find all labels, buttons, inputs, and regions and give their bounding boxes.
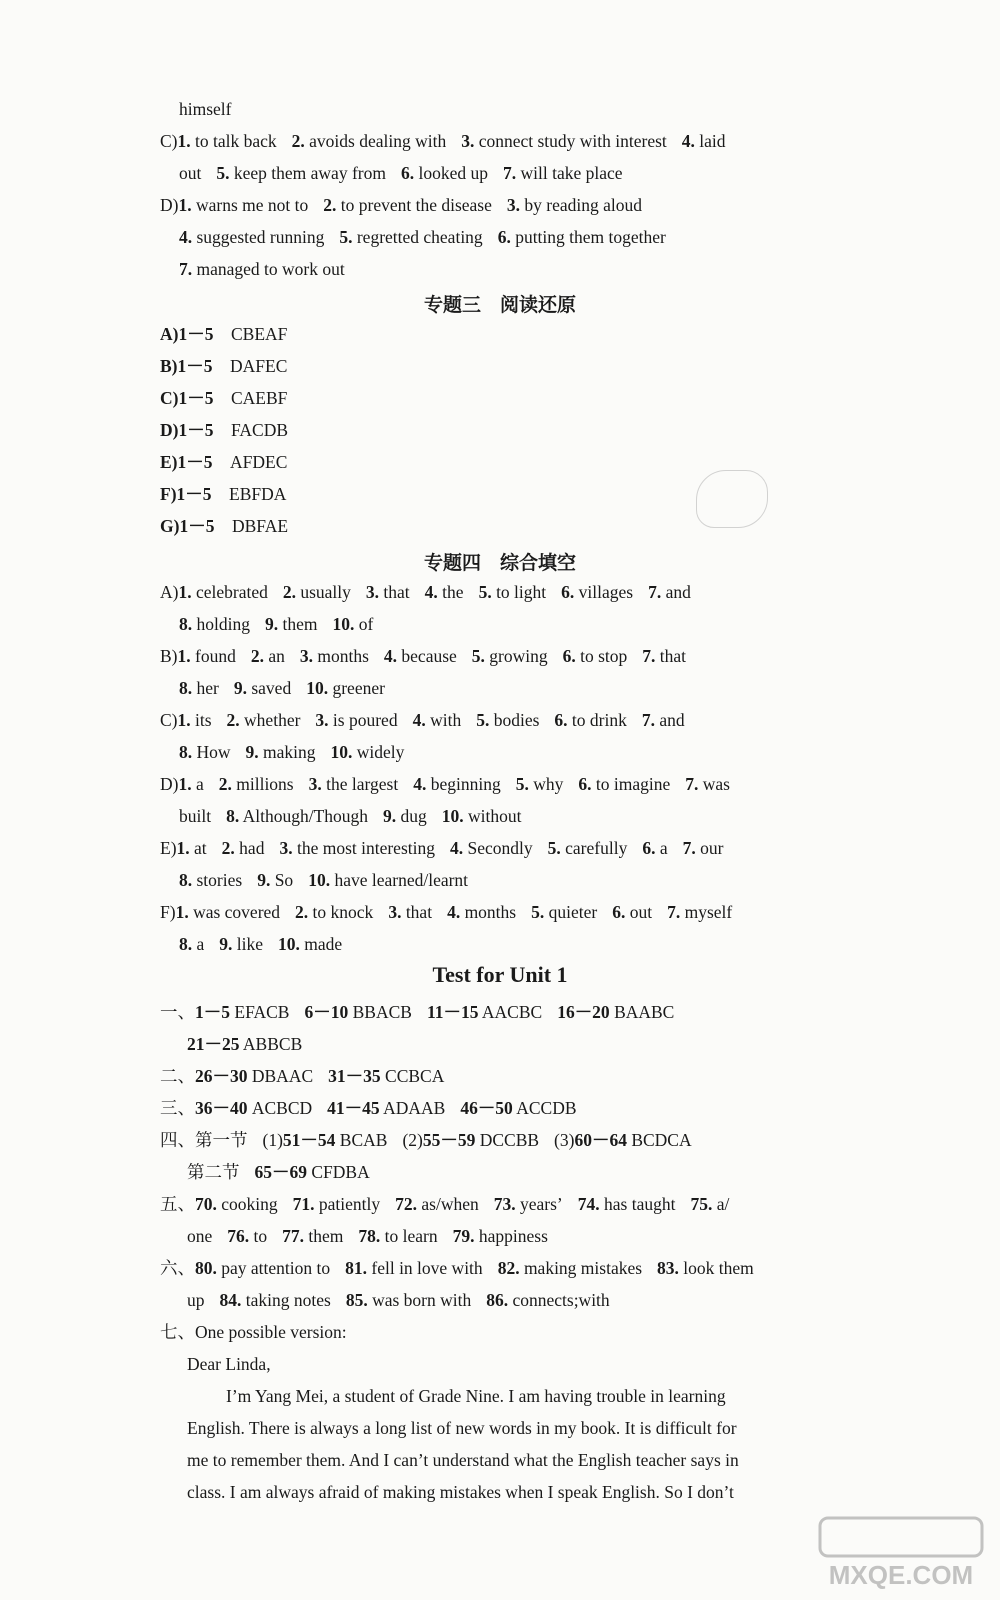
answer-item: 3. the most interesting xyxy=(279,838,435,858)
answer-item: 4. months xyxy=(447,902,517,922)
answer-item: 3. that xyxy=(365,582,410,602)
answer-item: 21－25 ABBCB xyxy=(187,1034,303,1054)
seal-stamp xyxy=(696,470,768,528)
answer-item: (2)55－59 DCCBB xyxy=(402,1130,540,1150)
answer-item: 77. them xyxy=(282,1226,344,1246)
line-label: D) xyxy=(160,774,179,794)
essay-line: me to remember them. And I can’t understand what the English teacher says in xyxy=(187,1450,739,1470)
reading-answer-line: E)1－5 AFDEC xyxy=(160,452,288,472)
answer-item: 31－35 CCBCA xyxy=(328,1066,445,1086)
fill-line xyxy=(160,772,745,796)
answer-item: 6－10 BBACB xyxy=(304,1002,412,1022)
line-label: 二、 xyxy=(160,1066,195,1086)
reading-answer-line: D)1－5 FACDB xyxy=(160,420,289,440)
answer-item: 4. the xyxy=(424,582,464,602)
test-line xyxy=(187,1288,625,1312)
answer-item: 11－15 AACBC xyxy=(426,1002,543,1022)
answer-item: 10. made xyxy=(278,934,343,954)
answer-item: 86. connects;with xyxy=(486,1290,610,1310)
fill-line xyxy=(179,932,357,956)
test-line xyxy=(160,1256,769,1280)
fill-line xyxy=(179,868,483,892)
fill-line xyxy=(179,804,537,828)
line-label: E) xyxy=(160,838,177,858)
essay-lead: 七、One possible version: xyxy=(160,1322,347,1342)
answer-item: 1. was covered xyxy=(175,902,281,922)
line-label: 三、 xyxy=(160,1098,195,1118)
line-label: F) xyxy=(160,902,176,922)
answer-item: 6. out xyxy=(612,902,653,922)
answer-item: 65－69 CFDBA xyxy=(254,1162,370,1182)
line-label: A) xyxy=(160,582,179,602)
reading-answer-line: B)1－5 DAFEC xyxy=(160,356,288,376)
answer-item: 4. with xyxy=(412,710,462,730)
answer-item: 8. her xyxy=(179,678,219,698)
test-line xyxy=(187,1160,385,1184)
answer-item: 75. a/ xyxy=(690,1194,730,1214)
reading-answer-line: C)1－5 CAEBF xyxy=(160,388,288,408)
answer-item: 7. our xyxy=(682,838,724,858)
answer-item: (1)51－54 BCAB xyxy=(262,1130,388,1150)
answer-item: 5. growing xyxy=(471,646,548,666)
answer-item: 74. has taught xyxy=(577,1194,676,1214)
answer-item: 2. to prevent the disease xyxy=(323,195,492,215)
answer-item: 10. of xyxy=(332,614,374,634)
answer-item: 2. had xyxy=(221,838,265,858)
answer-item: 5. quieter xyxy=(531,902,598,922)
answer-line xyxy=(160,193,657,217)
answer-item: 71. patiently xyxy=(292,1194,381,1214)
answer-item: 2. usually xyxy=(282,582,351,602)
answer-item: 10. greener xyxy=(306,678,385,698)
answer-item: 5. to light xyxy=(478,582,547,602)
answer-item: 1. its xyxy=(177,710,212,730)
test-line xyxy=(160,1064,459,1088)
answer-item: 7. will take place xyxy=(502,163,623,183)
answer-item: 4. beginning xyxy=(413,774,501,794)
answer-item: 7. myself xyxy=(667,902,733,922)
answer-item: 76. to xyxy=(227,1226,268,1246)
answer-item: 第一节 xyxy=(195,1130,248,1150)
answer-item: 80. pay attention to xyxy=(195,1258,331,1278)
answer-item: 85. was born with xyxy=(345,1290,472,1310)
fill-line xyxy=(179,612,388,636)
answer-item: 10. widely xyxy=(330,742,405,762)
essay-greeting: Dear Linda, xyxy=(187,1354,271,1374)
answer-line xyxy=(179,257,360,281)
answer-item: 1. found xyxy=(177,646,236,666)
answer-item: 3. months xyxy=(299,646,369,666)
answer-item: up xyxy=(187,1290,205,1310)
answer-item: 26－30 DBAAC xyxy=(195,1066,314,1086)
answer-item: 4. suggested running xyxy=(179,227,325,247)
answer-item: 9. making xyxy=(245,742,316,762)
answer-item: 3. connect study with interest xyxy=(461,131,667,151)
answer-line xyxy=(160,129,741,153)
answer-item: 8. stories xyxy=(179,870,243,890)
fill-line xyxy=(179,740,419,764)
test-line xyxy=(160,1192,744,1216)
essay-line: class. I am always afraid of making mistakes when I speak English. So I don’t xyxy=(187,1482,734,1502)
answer-item: 8. How xyxy=(179,742,231,762)
answer-item: 5. regretted cheating xyxy=(339,227,483,247)
line-label: 四、 xyxy=(160,1130,195,1150)
answer-item: 6. to drink xyxy=(554,710,627,730)
watermark-text: MXQE.COM xyxy=(828,1560,974,1590)
answer-item: 73. years’ xyxy=(493,1194,563,1214)
answer-item: 8. a xyxy=(179,934,205,954)
answer-item: 6. looked up xyxy=(400,163,488,183)
answer-item: 72. as/when xyxy=(395,1194,479,1214)
fill-line xyxy=(160,580,706,604)
fill-line xyxy=(160,644,701,668)
line-label: B) xyxy=(160,646,178,666)
answer-item: 1. warns me not to xyxy=(178,195,309,215)
answer-item: 36－40 ACBCD xyxy=(195,1098,313,1118)
answer-item: 1. a xyxy=(178,774,204,794)
answer-item: 3. is poured xyxy=(315,710,398,730)
answer-item: 2. to knock xyxy=(295,902,374,922)
answer-line xyxy=(179,97,247,121)
answer-item: 70. cooking xyxy=(195,1194,278,1214)
answer-item: 7. and xyxy=(648,582,691,602)
answer-item: one xyxy=(187,1226,213,1246)
answer-item: 6. to stop xyxy=(562,646,628,666)
answer-item: 5. why xyxy=(515,774,564,794)
reading-answer-line: A)1－5 CBEAF xyxy=(160,324,288,344)
fill-line xyxy=(160,900,747,924)
answer-item: 10. have learned/learnt xyxy=(308,870,469,890)
section-4-title: 专题四 综合填空 xyxy=(423,552,576,574)
test-line xyxy=(160,1000,689,1024)
answer-item: 1. at xyxy=(176,838,207,858)
answer-item: 6. putting them together xyxy=(497,227,666,247)
reading-answer-line: G)1－5 DBFAE xyxy=(160,516,289,536)
section-3-title: 专题三 阅读还原 xyxy=(423,294,576,316)
answer-item: 41－45 ADAAB xyxy=(327,1098,446,1118)
answer-item: 2. an xyxy=(250,646,285,666)
answer-item: 2. millions xyxy=(218,774,294,794)
line-label: 五、 xyxy=(160,1194,195,1214)
answer-item: 9. them xyxy=(264,614,318,634)
answer-item: 7. managed to work out xyxy=(179,259,345,279)
answer-line xyxy=(179,225,681,249)
answer-item: 5. keep them away from xyxy=(216,163,386,183)
answer-item: 7. was xyxy=(685,774,730,794)
answer-item: 79. happiness xyxy=(452,1226,548,1246)
answer-item: out xyxy=(179,163,202,183)
test-line xyxy=(187,1032,317,1056)
answer-item: himself xyxy=(179,99,232,119)
answer-item: 4. laid xyxy=(681,131,726,151)
answer-item: 78. to learn xyxy=(358,1226,438,1246)
answer-item: 8. Although/Though xyxy=(226,806,369,826)
watermark-logo xyxy=(816,1514,986,1592)
test-line xyxy=(187,1224,563,1248)
answer-item: 9. like xyxy=(219,934,264,954)
answer-item: 4. because xyxy=(383,646,457,666)
answer-item: 84. taking notes xyxy=(219,1290,331,1310)
answer-item: 1. celebrated xyxy=(178,582,268,602)
answer-item: 82. making mistakes xyxy=(497,1258,643,1278)
answer-item: 83. look them xyxy=(657,1258,754,1278)
answer-item: 2. avoids dealing with xyxy=(291,131,447,151)
fill-line xyxy=(160,708,700,732)
answer-item: 6. villages xyxy=(561,582,634,602)
answer-item: 6. to imagine xyxy=(578,774,671,794)
answer-item: 4. Secondly xyxy=(450,838,533,858)
test-line xyxy=(160,1096,592,1120)
essay-line: English. There is always a long list of new words in my book. It is difficult for xyxy=(187,1418,737,1438)
answer-item: 16－20 BAABC xyxy=(557,1002,675,1022)
test-unit-title: Test for Unit 1 xyxy=(432,962,568,987)
answer-item: 5. carefully xyxy=(547,838,628,858)
essay-line: I’m Yang Mei, a student of Grade Nine. I am having trouble in learning xyxy=(226,1386,726,1406)
line-label: D) xyxy=(160,195,179,215)
answer-item: built xyxy=(179,806,212,826)
fill-line xyxy=(160,836,738,860)
fill-line xyxy=(179,676,400,700)
answer-item: (3)60－64 BCDCA xyxy=(554,1130,692,1150)
answer-item: 7. and xyxy=(641,710,685,730)
answer-item: 9. dug xyxy=(383,806,427,826)
answer-item: 2. whether xyxy=(226,710,301,730)
answer-item: 46－50 ACCDB xyxy=(460,1098,577,1118)
answer-item: 3. that xyxy=(388,902,433,922)
answer-item: 8. holding xyxy=(179,614,250,634)
reading-answer-line: F)1－5 EBFDA xyxy=(160,484,287,504)
answer-line xyxy=(179,161,638,185)
test-line xyxy=(160,1128,707,1152)
answer-item: 3. the largest xyxy=(308,774,399,794)
answer-item: 1－5 EFACB xyxy=(195,1002,290,1022)
answer-item: 3. by reading aloud xyxy=(506,195,642,215)
answer-item: 5. bodies xyxy=(476,710,540,730)
answer-item: 7. that xyxy=(642,646,687,666)
answer-item: 10. without xyxy=(441,806,522,826)
answer-item: 6. a xyxy=(642,838,668,858)
answer-item: 81. fell in love with xyxy=(345,1258,483,1278)
line-label: C) xyxy=(160,710,178,730)
line-label: 六、 xyxy=(160,1258,195,1278)
answer-item: 第二节 xyxy=(187,1162,240,1182)
answer-item: 9. So xyxy=(257,870,294,890)
answer-item: 1. to talk back xyxy=(177,131,277,151)
answer-item: 9. saved xyxy=(233,678,292,698)
line-label: C) xyxy=(160,131,178,151)
line-label: 一、 xyxy=(160,1002,195,1022)
